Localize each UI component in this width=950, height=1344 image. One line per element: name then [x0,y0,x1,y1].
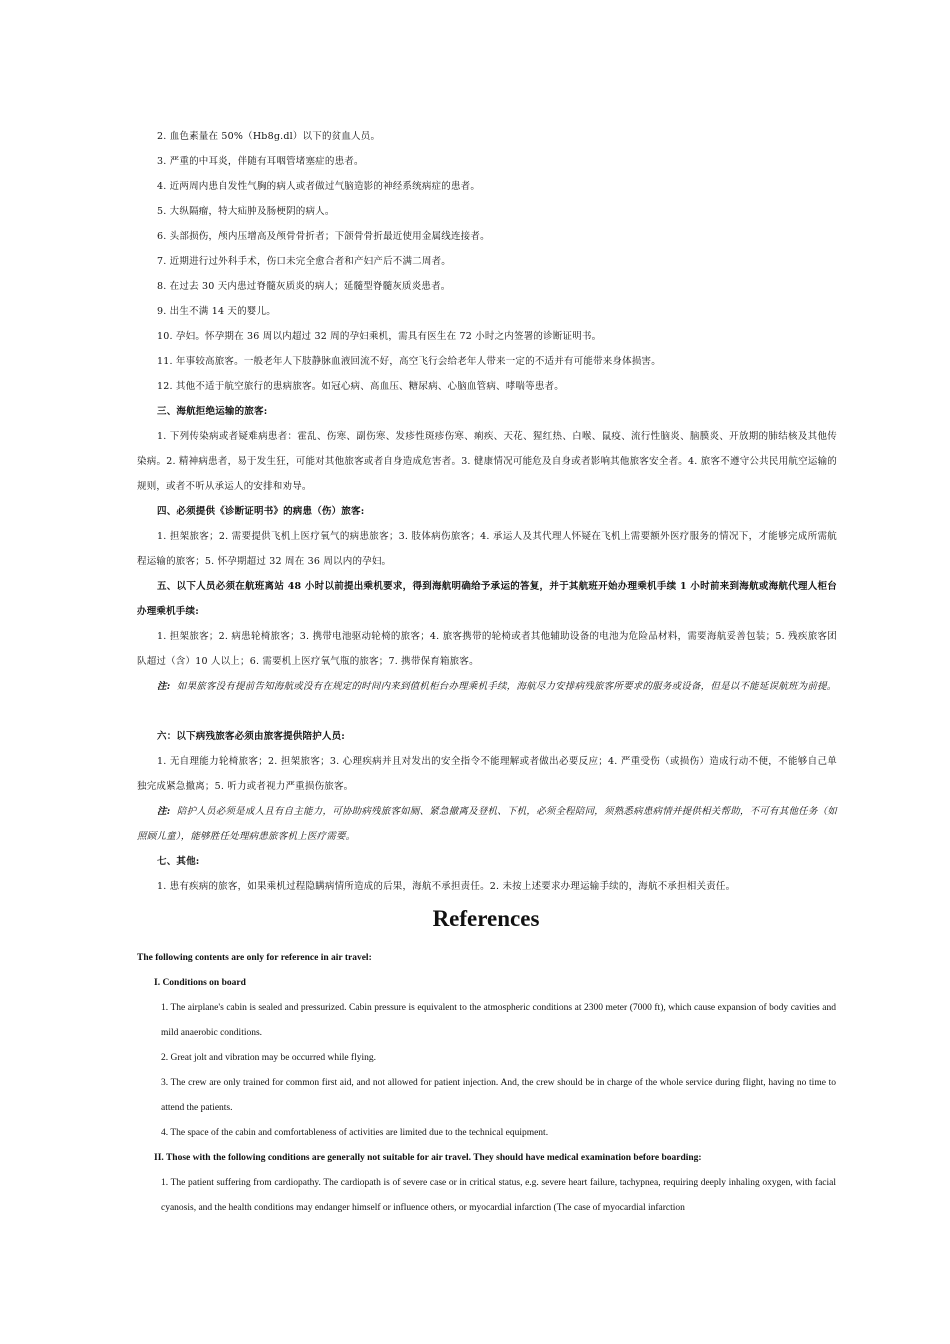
paragraph: 1. 无自理能力轮椅旅客；2. 担架旅客；3. 心理疾病并且对发出的安全指令不能理解或者做出必要反应；4. 严重受伤（或损伤）造成行动不便，不能够自己单独完成紧急撤离；5. 听力或者视力严重损伤旅客。 [137,756,837,792]
note-text: 陪护人员必须是成人且有自主能力，可协助病残旅客如厕、紧急撤离及登机、下机，必须全程陪同，须熟悉病患病情并提供相关帮助，不可有其他任务（如照顾儿童），能够胜任处理病患旅客机上医疗需要。 [137,806,837,842]
list-item: 3. 严重的中耳炎，伴随有耳咽管堵塞症的患者。 [157,156,364,167]
list-item: 9. 出生不满 14 天的婴儿。 [157,306,276,317]
section-heading: 三、海航拒绝运输的旅客: [157,406,268,417]
list-item: 6. 头部损伤，颅内压增高及颅骨骨折者；下颌骨骨折最近使用金属线连接者。 [157,231,490,242]
paragraph: 1. 担架旅客；2. 需要提供飞机上医疗氧气的病患旅客；3. 肢体病伤旅客；4. 承运人及其代理人怀疑在飞机上需要额外医疗服务的情况下，才能够完成所需航程运输的旅客；5. 怀孕期超过 32 周在 36 周以内的孕妇。 [137,531,837,567]
list-item: 2. Great jolt and vibration may be occurred while flying. [161,1053,377,1063]
intro-text: The following contents are only for reference in air travel: [137,953,372,963]
list-item: 2. 血色素量在 50%（Hb8g.dl）以下的贫血人员。 [157,131,381,142]
section-heading: 六：以下病残旅客必须由旅客提供陪护人员: [157,731,346,742]
references-heading: References [432,906,540,931]
note-text: 如果旅客没有提前告知海航或没有在规定的时间内来到值机柜台办理乘机手续，海航尽力安排病残旅客所要求的服务或设备，但是以不能延误航班为前提。 [176,681,837,692]
list-item: 4. 近两周内患自发性气胸的病人或者做过气脑造影的神经系统病症的患者。 [157,181,481,192]
list-item: 1. The airplane's cabin is sealed and pressurized. Cabin pressure is equivalent to the atmospheric conditions at 2300 meter (7000 ft), which cause expansion of body cavities and mild anaerobic conditions. [161,1003,836,1038]
section-heading: II. Those with the following conditions are generally not suitable for air travel. They should have medical examination before boarding: [154,1153,702,1163]
note-label: 注: [157,681,171,692]
section-heading: 五、以下人员必须在航班离站 48 小时以前提出乘机要求，得到海航明确给予承运的答复，并于其航班开始办理乘机手续 1 小时前来到海航或海航代理人柜台办理乘机手续: [137,581,837,617]
section-heading: 七、其他: [157,856,200,867]
note-label: 注: [157,806,171,817]
note-paragraph [137,799,837,849]
list-item: 5. 大纵隔瘤，特大疝肿及肠梗阴的病人。 [157,206,335,217]
list-item: 11. 年事较高旅客。一般老年人下肢静脉血液回流不好，高空飞行会给老年人带来一定的不适并有可能带来身体损害。 [157,356,661,367]
paragraph: 1. 下列传染病或者疑难病患者：霍乱、伤寒、副伤寒、发疹性斑疹伤寒、痢疾、天花、猩红热、白喉、鼠疫、流行性脑炎、脑膜炎、开放期的肺结核及其他传染病。2. 精神病患者，易于发生狂，可能对其他旅客或者自身造成危害者。3. 健康情况可能危及自身或者影响其他旅客安全者。4. 旅客不遵守公共民用航空运输的规则，或者不听从承运人的安排和劝导。 [137,431,837,492]
list-item: 1. The patient suffering from cardiopathy. The cardiopath is of severe case or in critical status, e.g. severe heart failure, tachypnea, requiring deeply inhaling oxygen, with facial cyanosis, and the health conditions may endanger himself or influence others, or myocardial infarction (The case of myocardial infarction [161,1178,836,1213]
list-item: 7. 近期进行过外科手术，伤口未完全愈合者和产妇产后不满二周者。 [157,256,451,267]
section-heading: 四、必须提供《诊断证明书》的病患（伤）旅客: [157,506,365,517]
list-item: 10. 孕妇。怀孕期在 36 周以内超过 32 周的孕妇乘机，需具有医生在 72 小时之内签署的诊断证明书。 [157,331,602,342]
list-item: 4. The space of the cabin and comfortableness of activities are limited due to the technical equipment. [161,1128,549,1138]
paragraph: 1. 担架旅客；2. 病患轮椅旅客；3. 携带电池驱动轮椅的旅客；4. 旅客携带的轮椅或者其他辅助设备的电池为危险品材料，需要海航妥善包装；5. 残疾旅客团队超过（含）10 人以上；6. 需要机上医疗氧气瓶的旅客；7. 携带保育箱旅客。 [137,631,837,667]
note-paragraph [137,674,837,699]
list-item: 3. The crew are only trained for common first aid, and not allowed for patient injection. And, the crew should be in charge of the whole service during flight, having no time to attend the patients. [161,1078,836,1113]
paragraph: 1. 患有疾病的旅客，如果乘机过程隐瞒病情所造成的后果，海航不承担责任。2. 未按上述要求办理运输手续的，海航不承担相关责任。 [157,881,736,892]
list-item: 8. 在过去 30 天内患过脊髓灰质炎的病人；延髓型脊髓灰质炎患者。 [157,281,451,292]
section-heading: I. Conditions on board [154,978,246,988]
list-item: 12. 其他不适于航空旅行的患病旅客。如冠心病、高血压、糖尿病、心脑血管病、哮喘等患者。 [157,381,564,392]
